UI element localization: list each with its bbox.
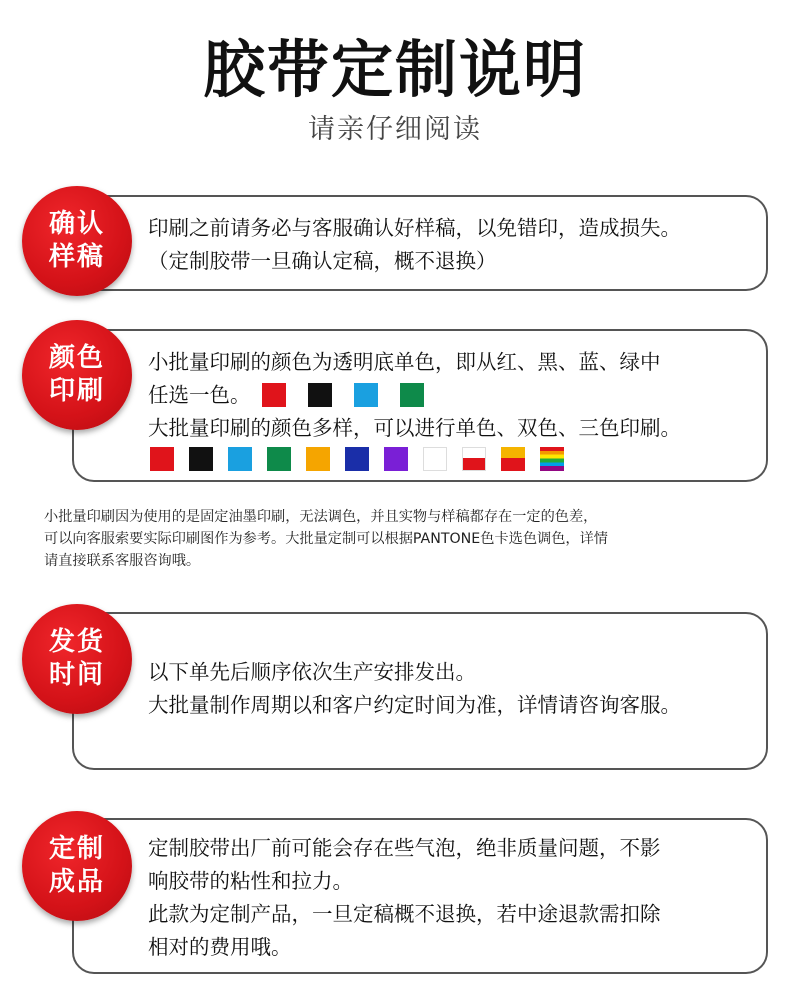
finished-product-badge bbox=[22, 811, 132, 921]
page-title: 胶带定制说明 bbox=[202, 33, 587, 106]
text-line: 响胶带的粘性和拉力。 bbox=[148, 869, 353, 893]
color-swatch bbox=[354, 383, 378, 407]
large-batch-swatches bbox=[150, 447, 564, 471]
badge-line: 印刷 bbox=[48, 376, 105, 406]
delivery-time-badge bbox=[22, 604, 132, 714]
color-printing-text-large bbox=[148, 412, 681, 445]
text-line: 大批量印刷的颜色多样，可以进行单色、双色、三色印刷。 bbox=[148, 416, 681, 440]
page-subtitle: 请亲仔细阅读 bbox=[308, 114, 482, 145]
badge-line: 定制 bbox=[48, 834, 105, 864]
color-swatch bbox=[308, 383, 332, 407]
text-line: 定制胶带出厂前可能会存在些气泡，绝非质量问题，不影 bbox=[148, 836, 661, 860]
text-line: 任选一色。 bbox=[148, 383, 251, 407]
color-swatch bbox=[423, 447, 447, 471]
delivery-time-text bbox=[148, 656, 681, 722]
color-swatch bbox=[540, 447, 564, 471]
note-line: 小批量印刷因为使用的是固定油墨印刷，无法调色，并且实物与样稿都存在一定的色差， bbox=[44, 509, 598, 525]
color-swatch bbox=[400, 383, 424, 407]
text-line: 相对的费用哦。 bbox=[148, 935, 292, 959]
color-swatch bbox=[306, 447, 330, 471]
color-swatch bbox=[150, 447, 174, 471]
badge-line: 确认 bbox=[48, 209, 105, 239]
color-printing-badge bbox=[22, 320, 132, 430]
color-swatch bbox=[345, 447, 369, 471]
color-swatch bbox=[462, 447, 486, 471]
text-line: 小批量印刷的颜色为透明底单色，即从红、黑、蓝、绿中 bbox=[148, 350, 661, 374]
color-swatch bbox=[267, 447, 291, 471]
text-line: 以下单先后顺序依次生产安排发出。 bbox=[148, 660, 476, 684]
text-line: （定制胶带一旦确认定稿，概不退换） bbox=[148, 249, 497, 273]
color-swatch bbox=[228, 447, 252, 471]
color-swatch bbox=[384, 447, 408, 471]
note-line: 请直接联系客服咨询哦。 bbox=[44, 553, 201, 569]
confirm-sample-badge bbox=[22, 186, 132, 296]
confirm-sample-text bbox=[148, 212, 681, 278]
badge-line: 时间 bbox=[48, 660, 105, 690]
color-swatch bbox=[262, 383, 286, 407]
text-line: 此款为定制产品，一旦定稿概不退换，若中途退款需扣除 bbox=[148, 902, 661, 926]
color-note bbox=[44, 506, 754, 572]
small-batch-swatches bbox=[262, 383, 424, 407]
badge-line: 发货 bbox=[48, 627, 105, 657]
note-line: 可以向客服索要实际印刷图作为参考。大批量定制可以根据PANTONE色卡选色调色，详情 bbox=[44, 531, 608, 547]
text-line: 印刷之前请务必与客服确认好样稿，以免错印，造成损失。 bbox=[148, 216, 681, 240]
text-line: 大批量制作周期以和客户约定时间为准，详情请咨询客服。 bbox=[148, 693, 681, 717]
badge-line: 颜色 bbox=[48, 343, 105, 373]
finished-product-text bbox=[148, 832, 661, 964]
color-swatch bbox=[189, 447, 213, 471]
badge-line: 成品 bbox=[48, 867, 105, 897]
color-swatch bbox=[501, 447, 525, 471]
badge-line: 样稿 bbox=[48, 242, 105, 272]
